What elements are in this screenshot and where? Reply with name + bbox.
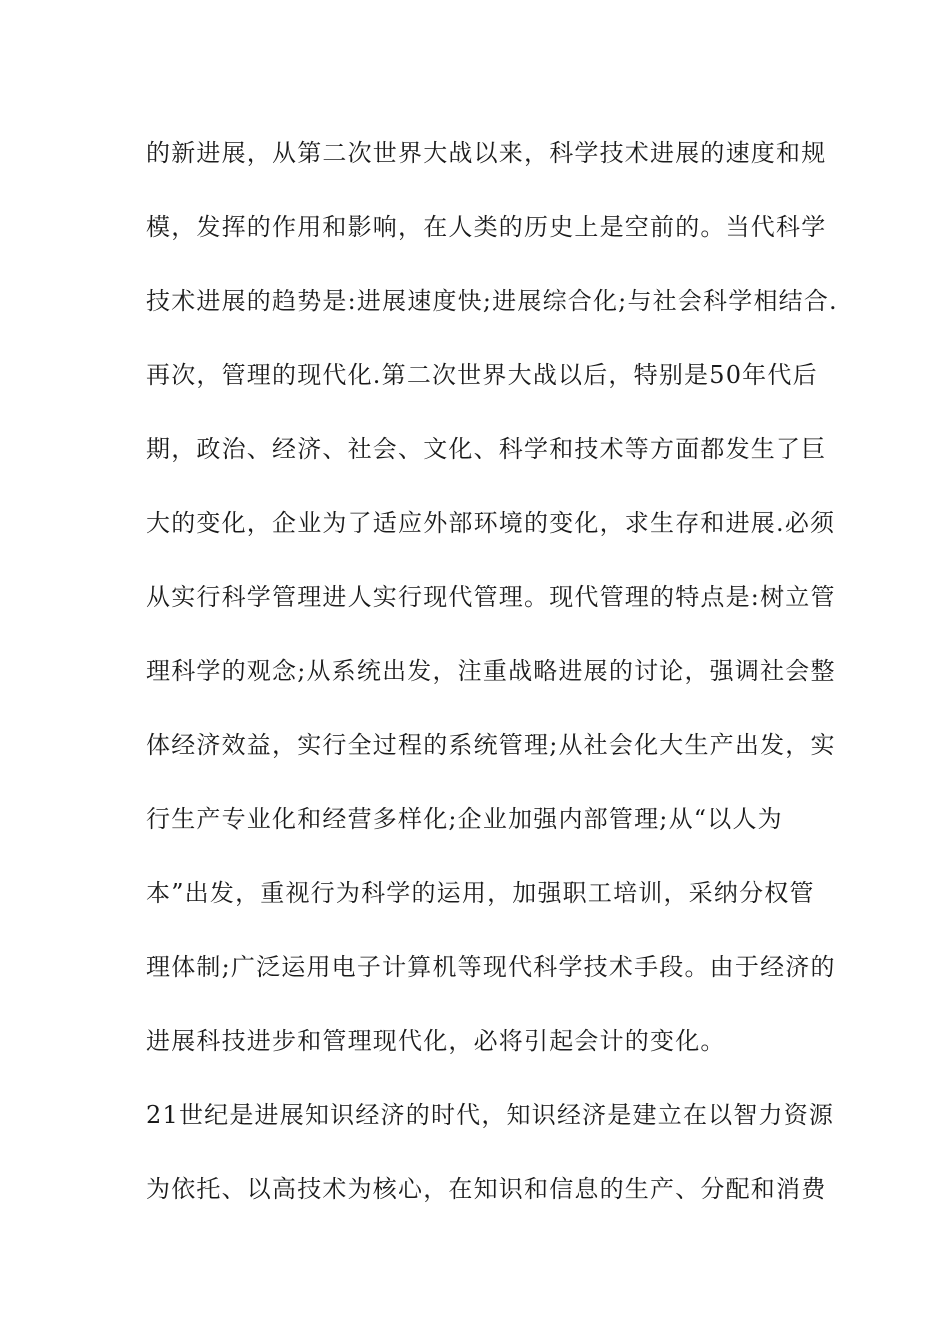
text-line: 21世纪是进展知识经济的时代，知识经济是建立在以智力资源 bbox=[146, 1101, 835, 1129]
text-line: 进展科技进步和管理现代化，必将引起会计的变化。 bbox=[146, 1027, 726, 1055]
text-line: 行生产专业化和经营多样化;企业加强内部管理;从“以人为 bbox=[146, 805, 783, 833]
text-line: 理科学的观念;从系统出发，注重战略进展的讨论，强调社会整 bbox=[146, 657, 836, 685]
paragraph-1 bbox=[146, 130, 838, 1092]
paragraph-2 bbox=[146, 1092, 835, 1240]
text-line: 大的变化，企业为了适应外部环境的变化，求生存和进展.必须 bbox=[146, 509, 836, 537]
text-line: 模，发挥的作用和影响，在人类的历史上是空前的。当代科学 bbox=[146, 213, 827, 241]
text-line: 本”出发，重视行为科学的运用，加强职工培训，采纳分权管 bbox=[146, 879, 815, 907]
text-line: 理体制;广泛运用电子计算机等现代科学技术手段。由于经济的 bbox=[146, 953, 836, 981]
text-line: 期，政治、经济、社会、文化、科学和技术等方面都发生了巨 bbox=[146, 435, 827, 463]
text-line: 技术进展的趋势是:进展速度快;进展综合化;与社会科学相结合. bbox=[146, 287, 838, 315]
text-line: 体经济效益，实行全过程的系统管理;从社会化大生产出发，实 bbox=[146, 731, 836, 759]
text-line: 再次，管理的现代化.第二次世界大战以后，特别是50年代后 bbox=[146, 361, 818, 389]
text-line: 的新进展，从第二次世界大战以来，科学技术进展的速度和规 bbox=[146, 139, 827, 167]
text-line: 为依托、以高技术为核心，在知识和信息的生产、分配和消费 bbox=[146, 1175, 827, 1203]
document-body bbox=[146, 130, 838, 1240]
text-line: 从实行科学管理进人实行现代管理。现代管理的特点是:树立管 bbox=[146, 583, 836, 611]
